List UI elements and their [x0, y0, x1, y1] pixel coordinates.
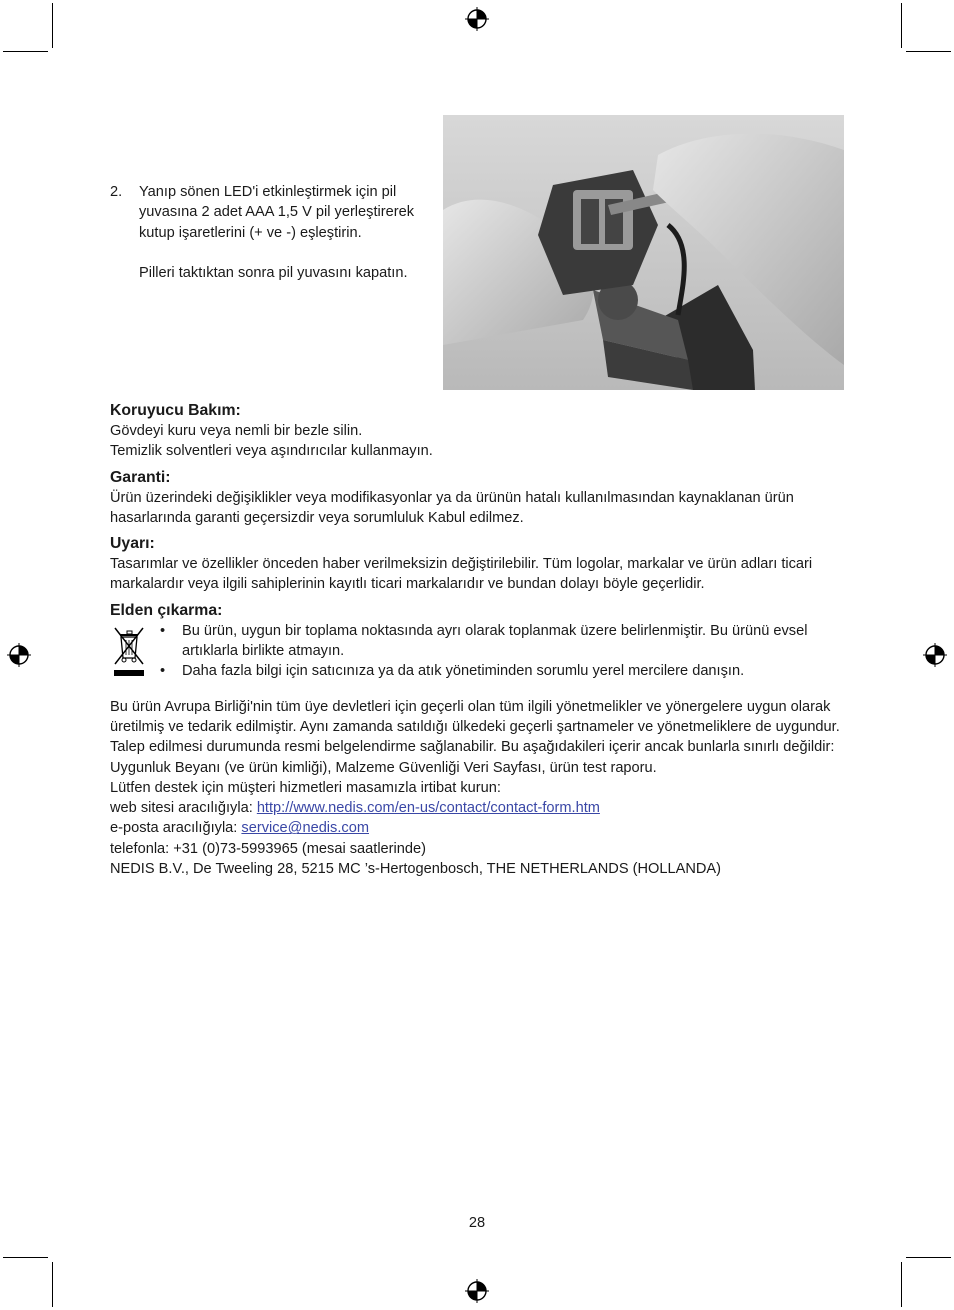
list-item: • Bu ürün, uygun bir toplama noktasında ayrı olarak toplanmak üzere belirlenmiştir. Bu ürünü evsel artıklarla birlikte atmayın.	[160, 621, 845, 662]
installation-step	[110, 182, 420, 283]
step-instruction: Yanıp sönen LED'i etkinleştirmek için pil yuvasına 2 adet AAA 1,5 V pil yerleştirerek kutup işaretlerini (+ ve -) eşleştirin.	[139, 184, 415, 241]
compliance-paragraph: Talep edilmesi durumunda resmi belgelendirme sağlanabilir. Bu aşağıdakileri içerir ancak bunlarla sınırlı değildir: Uygunluk Beyanı (ve ürün kimliği), Malzeme Güvenliği Veri Sayfası, ürün test raporu.	[110, 739, 835, 776]
crop-mark	[901, 1262, 902, 1307]
maintenance-line: Gövdeyi kuru veya nemli bir bezle silin.	[110, 423, 363, 439]
contact-intro: Lütfen destek için müşteri hizmetleri masamızla irtibat kurun:	[110, 779, 501, 796]
warranty-heading: Garanti:	[110, 468, 171, 486]
crop-mark	[52, 1262, 53, 1307]
step-instruction: Pilleri taktıktan sonra pil yuvasını kapatın.	[139, 265, 408, 282]
crop-mark	[3, 1257, 48, 1258]
disposal-body	[110, 621, 845, 682]
email-link[interactable]: service@nedis.com	[241, 820, 369, 837]
registration-crosshair-icon	[923, 643, 947, 667]
battery-insertion-photo	[443, 115, 844, 390]
crop-mark	[3, 51, 48, 52]
crossed-out-wheelie-bin-icon	[110, 622, 148, 678]
registration-crosshair-icon	[465, 7, 489, 31]
disposal-list	[160, 621, 845, 682]
contact-form-link[interactable]: http://www.nedis.com/en-us/contact/contact-form.htm	[256, 800, 600, 817]
company-address: NEDIS B.V., De Tweeling 28, 5215 MC ’s-Hertogenbosch, THE NETHERLANDS (HOLLANDA)	[110, 861, 722, 878]
email-label: e-posta aracılığıyla:	[110, 820, 242, 837]
email-contact	[110, 818, 845, 838]
maintenance-line: Temizlik solventleri veya aşındırıcılar kullanmayın.	[110, 443, 433, 460]
warning-heading: Uyarı:	[110, 535, 155, 553]
web-contact	[110, 798, 845, 818]
crop-mark	[901, 3, 902, 48]
maintenance-heading: Koruyucu Bakım:	[110, 402, 241, 419]
warranty-text: Ürün üzerindeki değişiklikler veya modifikasyonlar ya da ürünün hatalı kullanılmasından kaynaklanan ürün hasarlarında garanti geçersizdir veya sorumluluk Kabul edilmez.	[110, 489, 794, 526]
step-number: 2.	[110, 184, 123, 200]
phone-contact: telefonla: +31 (0)73-5993965 (mesai saatlerinde)	[110, 840, 426, 857]
disposal-heading: Elden çıkarma:	[110, 601, 223, 619]
page-number: 28	[468, 1215, 486, 1231]
crop-mark	[906, 1257, 951, 1258]
registration-crosshair-icon	[7, 643, 31, 667]
list-item: • Daha fazla bilgi için satıcınıza ya da atık yönetiminden sorumlu yerel mercilere danışın.	[160, 661, 845, 681]
warning-text: Tasarımlar ve özellikler önceden haber verilmeksizin değiştirilebilir. Tüm logolar, markalar ve ürün adları ticari markalardır veya ilgili sahiplerinin kayıtlı ticari markalarıdır ve bundan dolayı böyle geçerlidir.	[110, 556, 813, 593]
web-label: web sitesi aracılığıyla:	[110, 800, 257, 817]
compliance-section	[110, 697, 845, 880]
warning-section	[110, 534, 845, 595]
crop-mark	[52, 3, 53, 48]
disposal-section	[110, 601, 845, 682]
maintenance-section	[110, 401, 845, 462]
crop-mark	[906, 51, 951, 52]
warranty-section	[110, 468, 845, 529]
compliance-paragraph: Bu ürün Avrupa Birliği'nin tüm üye devletleri için geçerli olan tüm ilgili yönetmelikler ve yönergelere uygun olarak üretilmiş ve tedarik edilmiştir. Aynı zamanda satıldığı ülkedeki geçerli şartnameler ve yönetmeliklere de uygundur.	[110, 698, 840, 735]
main-content	[110, 401, 845, 879]
battery-insertion-illustration	[443, 115, 844, 390]
registration-crosshair-icon	[465, 1279, 489, 1303]
